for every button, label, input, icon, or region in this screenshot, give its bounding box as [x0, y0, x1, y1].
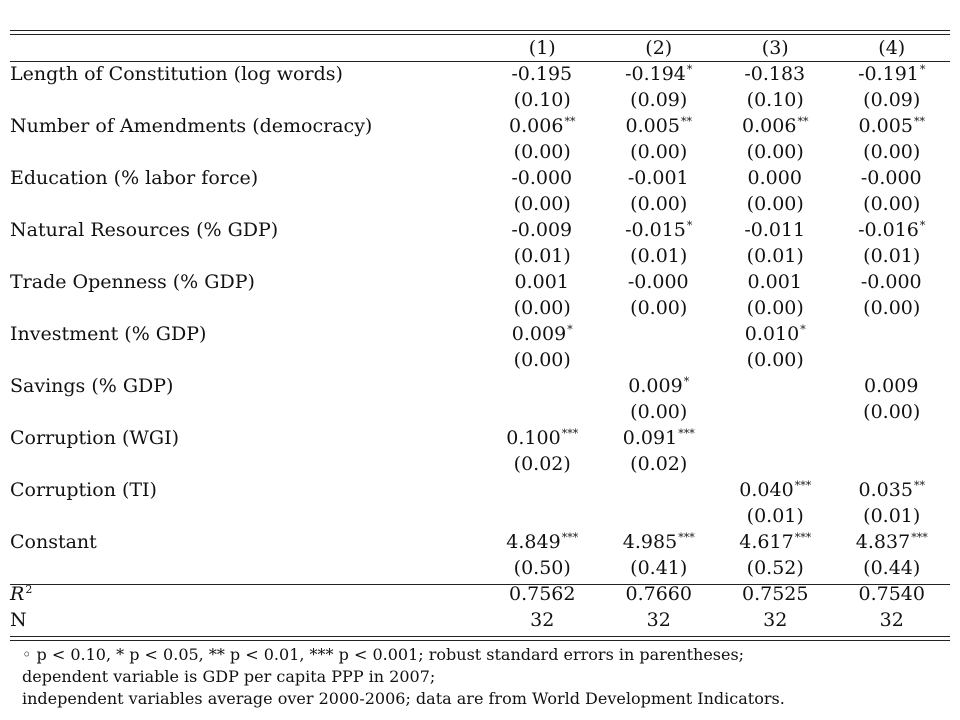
table-header-row [10, 35, 950, 61]
coefficient-value: -0.194 [625, 63, 686, 85]
coefficient-row [10, 529, 950, 555]
significance-stars: *** [911, 531, 928, 544]
standard-error-cell: (0.02) [513, 453, 571, 475]
standard-error-cell: (0.00) [863, 401, 921, 423]
standard-error-cell: (0.00) [513, 297, 571, 319]
coefficient-cell [834, 425, 951, 451]
coefficient-row [10, 61, 950, 87]
standard-error-cell: (0.01) [746, 245, 804, 267]
statistic-value: 32 [879, 609, 904, 631]
coefficient-value: 0.006 [509, 115, 564, 137]
coefficient-cell [484, 61, 601, 87]
coefficient-cell [601, 217, 718, 243]
standard-error-cell [484, 503, 601, 529]
coefficient-value: 0.009 [864, 375, 919, 397]
coefficient-value: 4.849 [506, 531, 561, 553]
coefficient-value: 0.100 [506, 427, 561, 449]
coefficient-value: 0.001 [514, 271, 569, 293]
coefficient-cell [484, 321, 601, 347]
coefficient-value: -0.011 [744, 219, 806, 241]
standard-error-cell: (0.00) [513, 193, 571, 215]
coefficient-cell [601, 321, 718, 347]
coefficient-cell [484, 165, 601, 191]
significance-stars: * [686, 219, 693, 232]
standard-error-row [10, 295, 950, 321]
standard-error-spacer [10, 555, 484, 581]
coefficient-cell [717, 477, 834, 503]
coefficient-value: 0.009 [628, 375, 683, 397]
standard-error-cell [717, 451, 834, 477]
standard-error-spacer [10, 347, 484, 373]
standard-error-cell: (0.00) [863, 193, 921, 215]
significance-stars: * [919, 63, 926, 76]
standard-error-cell: (0.01) [863, 245, 921, 267]
coefficient-value: 0.040 [739, 479, 794, 501]
variable-label: Length of Constitution (log words) [10, 63, 343, 85]
standard-error-cell: (0.09) [863, 89, 921, 111]
variable-label: Constant [10, 531, 97, 553]
coefficient-value: -0.000 [860, 271, 922, 293]
standard-error-cell: (0.41) [630, 557, 688, 579]
coefficient-cell [601, 529, 718, 555]
standard-error-cell: (0.00) [746, 349, 804, 371]
significance-stars: *** [561, 427, 579, 440]
statistic-superscript: 2 [25, 583, 33, 596]
coefficient-row [10, 113, 950, 139]
significance-stars: *** [794, 479, 812, 492]
standard-error-cell: (0.52) [746, 557, 804, 579]
coefficient-cell [834, 165, 951, 191]
standard-error-cell: (0.01) [630, 245, 688, 267]
significance-stars: ** [797, 115, 809, 128]
coefficient-value: 0.091 [622, 427, 678, 449]
statistic-value: 32 [530, 609, 555, 631]
note-line: independent variables average over 2000-2006; data are from World Development Indicators. [22, 689, 785, 708]
significance-stars: *** [794, 531, 812, 544]
coefficient-value: 4.985 [622, 531, 678, 553]
coefficient-cell [717, 529, 834, 555]
variable-label: Education (% labor force) [10, 167, 259, 189]
significance-stars: * [567, 323, 573, 336]
standard-error-cell [601, 503, 718, 529]
coefficient-cell [601, 477, 718, 503]
bottom-rule [10, 636, 950, 641]
coefficient-row [10, 321, 950, 347]
significance-stars: ** [913, 115, 925, 128]
standard-error-cell: (0.09) [630, 89, 688, 111]
significance-stars: *** [678, 427, 695, 440]
coefficient-cell [717, 425, 834, 451]
coefficient-cell [484, 113, 601, 139]
coefficient-cell [484, 529, 601, 555]
standard-error-cell: (0.00) [630, 297, 688, 319]
coefficient-cell [834, 113, 951, 139]
coefficient-cell [484, 425, 601, 451]
standard-error-row [10, 139, 950, 165]
standard-error-cell: (0.00) [630, 401, 688, 423]
column-header: (2) [645, 37, 673, 59]
coefficient-cell [717, 269, 834, 295]
standard-error-spacer [10, 503, 484, 529]
standard-error-cell [834, 451, 951, 477]
coefficient-value: -0.000 [511, 167, 573, 189]
standard-error-spacer [10, 451, 484, 477]
coefficient-cell [834, 373, 951, 399]
coefficient-cell [834, 529, 951, 555]
standard-error-cell [834, 347, 951, 373]
coefficient-value: -0.000 [860, 167, 922, 189]
variable-label: Corruption (WGI) [10, 427, 180, 449]
statistic-label [10, 607, 484, 633]
coefficient-value: 0.005 [625, 115, 680, 137]
coefficient-cell [834, 477, 951, 503]
significance-stars: *** [678, 531, 695, 544]
coefficient-value: -0.195 [511, 63, 573, 85]
significance-stars: * [686, 63, 693, 76]
statistic-value: 0.7540 [858, 583, 925, 605]
column-header: (3) [761, 37, 789, 59]
variable-label: Corruption (TI) [10, 479, 157, 501]
statistic-row [10, 581, 950, 607]
coefficient-cell [601, 165, 718, 191]
coefficient-cell [717, 113, 834, 139]
standard-error-cell: (0.00) [630, 141, 688, 163]
coefficient-row [10, 217, 950, 243]
header-corner [10, 35, 484, 61]
coefficient-cell [717, 321, 834, 347]
standard-error-cell: (0.10) [746, 89, 804, 111]
coefficient-value: 4.837 [855, 531, 911, 553]
standard-error-cell: (0.00) [746, 141, 804, 163]
standard-error-cell: (0.01) [513, 245, 571, 267]
regression-table [10, 35, 950, 633]
coefficient-cell [601, 425, 718, 451]
significance-stars: ** [680, 115, 692, 128]
standard-error-cell: (0.44) [863, 557, 921, 579]
standard-error-row [10, 87, 950, 113]
coefficient-value: -0.009 [511, 219, 573, 241]
coefficient-cell [601, 113, 718, 139]
variable-label: Trade Openness (% GDP) [10, 271, 255, 293]
coefficient-value: -0.183 [744, 63, 806, 85]
statistic-value: 32 [763, 609, 788, 631]
significance-stars: *** [561, 531, 579, 544]
standard-error-row [10, 347, 950, 373]
standard-error-cell [484, 399, 601, 425]
standard-error-cell: (0.02) [630, 453, 688, 475]
statistic-label [10, 581, 484, 607]
coefficient-cell [601, 269, 718, 295]
column-header: (4) [878, 37, 906, 59]
statistic-row [10, 607, 950, 633]
significance-stars: * [683, 375, 690, 388]
coefficient-value: -0.015 [625, 219, 686, 241]
statistic-value: 0.7660 [625, 583, 692, 605]
coefficient-value: 0.000 [747, 167, 802, 189]
standard-error-cell: (0.01) [746, 505, 804, 527]
coefficient-cell [484, 217, 601, 243]
coefficient-cell [601, 61, 718, 87]
coefficient-row [10, 165, 950, 191]
standard-error-cell: (0.00) [746, 193, 804, 215]
coefficient-value: 0.001 [747, 271, 802, 293]
standard-error-spacer [10, 399, 484, 425]
coefficient-row [10, 425, 950, 451]
standard-error-cell: (0.00) [630, 193, 688, 215]
significance-stars: * [800, 323, 806, 336]
standard-error-cell: (0.50) [513, 557, 571, 579]
statistic-value: 0.7562 [509, 583, 576, 605]
coefficient-value: -0.001 [627, 167, 689, 189]
coefficient-cell [717, 165, 834, 191]
standard-error-cell: (0.00) [746, 297, 804, 319]
statistic-name: R [10, 583, 25, 605]
standard-error-row [10, 503, 950, 529]
standard-error-row [10, 451, 950, 477]
statistic-value: 0.7525 [742, 583, 809, 605]
table-notes [22, 644, 952, 710]
coefficient-cell [484, 373, 601, 399]
coefficient-cell [834, 269, 951, 295]
standard-error-row [10, 191, 950, 217]
coefficient-value: 0.006 [742, 115, 797, 137]
standard-error-cell: (0.01) [863, 505, 921, 527]
coefficient-value: 0.009 [511, 323, 567, 345]
coefficient-cell [601, 373, 718, 399]
coefficient-cell [834, 217, 951, 243]
variable-label: Natural Resources (% GDP) [10, 219, 279, 241]
standard-error-cell: (0.00) [863, 297, 921, 319]
coefficient-row [10, 477, 950, 503]
coefficient-rows [10, 61, 950, 581]
standard-error-spacer [10, 139, 484, 165]
note-line: dependent variable is GDP per capita PPP in 2007; [22, 667, 436, 686]
coefficient-cell [834, 61, 951, 87]
variable-label: Savings (% GDP) [10, 375, 174, 397]
coefficient-value: -0.000 [627, 271, 689, 293]
standard-error-row [10, 243, 950, 269]
coefficient-cell [484, 477, 601, 503]
standard-error-cell: (0.10) [513, 89, 571, 111]
coefficient-cell [717, 373, 834, 399]
standard-error-row [10, 399, 950, 425]
variable-label: Investment (% GDP) [10, 323, 207, 345]
standard-error-cell: (0.00) [863, 141, 921, 163]
standard-error-row [10, 555, 950, 581]
coefficient-row [10, 373, 950, 399]
coefficient-value: -0.016 [858, 219, 919, 241]
standard-error-spacer [10, 295, 484, 321]
standard-error-cell: (0.00) [513, 141, 571, 163]
standard-error-spacer [10, 191, 484, 217]
coefficient-cell [717, 217, 834, 243]
coefficient-value: 0.005 [858, 115, 913, 137]
standard-error-cell: (0.00) [513, 349, 571, 371]
coefficient-value: 0.035 [858, 479, 913, 501]
coefficient-value: -0.191 [858, 63, 919, 85]
column-header: (1) [528, 37, 556, 59]
note-line: ◦ p < 0.10, * p < 0.05, ** p < 0.01, *** p < 0.001; robust standard errors in parentheses; [22, 645, 745, 664]
coefficient-cell [834, 321, 951, 347]
variable-label: Number of Amendments (democracy) [10, 115, 373, 137]
statistic-name: N [10, 609, 27, 631]
statistics-rows [10, 581, 950, 633]
coefficient-cell [717, 61, 834, 87]
significance-stars: ** [913, 479, 925, 492]
coefficient-value: 0.010 [744, 323, 800, 345]
coefficient-row [10, 269, 950, 295]
standard-error-spacer [10, 87, 484, 113]
standard-error-cell [717, 399, 834, 425]
significance-stars: * [919, 219, 926, 232]
significance-stars: ** [564, 115, 576, 128]
coefficient-cell [484, 269, 601, 295]
coefficient-value: 4.617 [739, 531, 794, 553]
statistic-value: 32 [646, 609, 671, 631]
standard-error-cell [601, 347, 718, 373]
standard-error-spacer [10, 243, 484, 269]
